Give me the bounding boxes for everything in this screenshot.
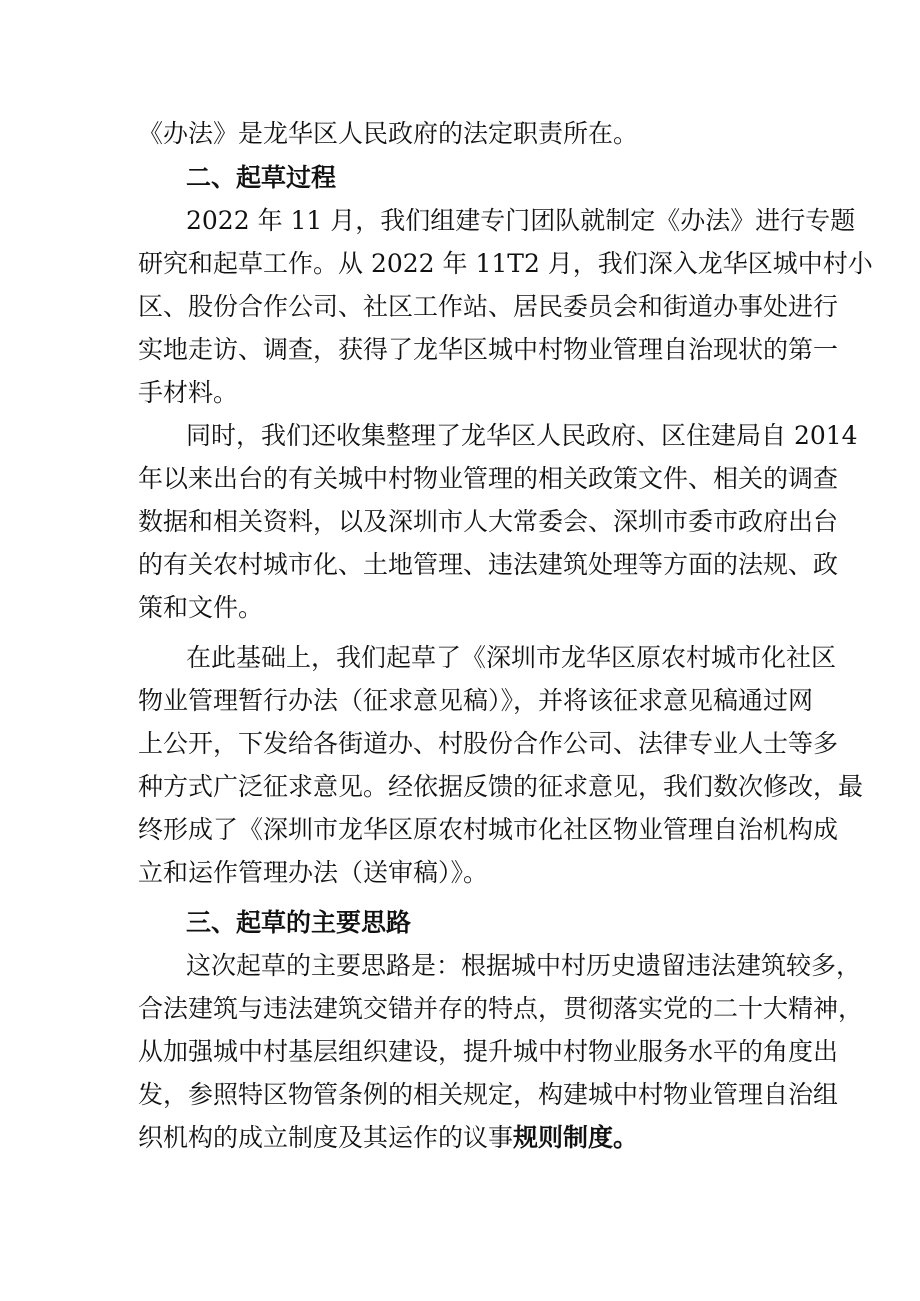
- bold-emphasis-text: 规则制度。: [513, 1123, 639, 1152]
- paragraph-line: 上公开，下发给各街道办、村股份合作公司、法律专业人士等多: [138, 729, 839, 758]
- paragraph-line: 区、股份合作公司、社区工作站、居民委员会和街道办事处进行: [138, 292, 839, 321]
- paragraph-line: 同时，我们还收集整理了龙华区人民政府、区住建局自 2014: [186, 421, 858, 450]
- paragraph-line: 这次起草的主要思路是：根据城中村历史遗留违法建筑较多，: [186, 951, 862, 980]
- paragraph-line: 发，参照特区物管条例的相关规定，构建城中村物业管理自治组: [138, 1080, 839, 1109]
- paragraph-line: 研究和起草工作。从 2022 年 11T2 月，我们深入龙华区城中村小: [138, 249, 873, 278]
- section-heading-main-ideas: 三、起草的主要思路: [186, 908, 412, 937]
- paragraph-line: 策和文件。: [138, 593, 264, 622]
- paragraph-line: 实地走访、调查，获得了龙华区城中村物业管理自治现状的第一: [138, 335, 839, 364]
- paragraph-line: 年以来出台的有关城中村物业管理的相关政策文件、相关的调查: [138, 464, 839, 493]
- paragraph-line: 在此基础上，我们起草了《深圳市龙华区原农村城市化社区: [186, 643, 837, 672]
- paragraph-line: 的有关农村城市化、土地管理、违法建筑处理等方面的法规、政: [138, 550, 839, 579]
- paragraph-line-last: [138, 1120, 798, 1156]
- paragraph-line: 2022 年 11 月，我们组建专门团队就制定《办法》进行专题: [186, 206, 856, 235]
- paragraph-line: 物业管理暂行办法（征求意见稿）》，并将该征求意见稿通过网: [138, 686, 814, 715]
- paragraph-line: 种方式广泛征求意见。经依据反馈的征求意见，我们数次修改，最: [138, 772, 864, 801]
- paragraph-line: 立和运作管理办法（送审稿）》。: [138, 858, 489, 887]
- paragraph-line: 手材料。: [138, 378, 239, 407]
- paragraph-line: 数据和相关资料，以及深圳市人大常委会、深圳市委市政府出台: [138, 507, 839, 536]
- section-heading-drafting-process: 二、起草过程: [186, 163, 337, 192]
- paragraph-line: 从加强城中村基层组织建设，提升城中村物业服务水平的角度出: [138, 1037, 839, 1066]
- paragraph-line: 终形成了《深圳市龙华区原农村城市化社区物业管理自治机构成: [138, 815, 839, 844]
- paragraph-line-last-text: 织机构的成立制度及其运作的议事: [138, 1123, 514, 1152]
- paragraph-line: 合法建筑与违法建筑交错并存的特点，贯彻落实党的二十大精神，: [138, 994, 864, 1023]
- paragraph-line: 《办法》是龙华区人民政府的法定职责所在。: [138, 119, 639, 148]
